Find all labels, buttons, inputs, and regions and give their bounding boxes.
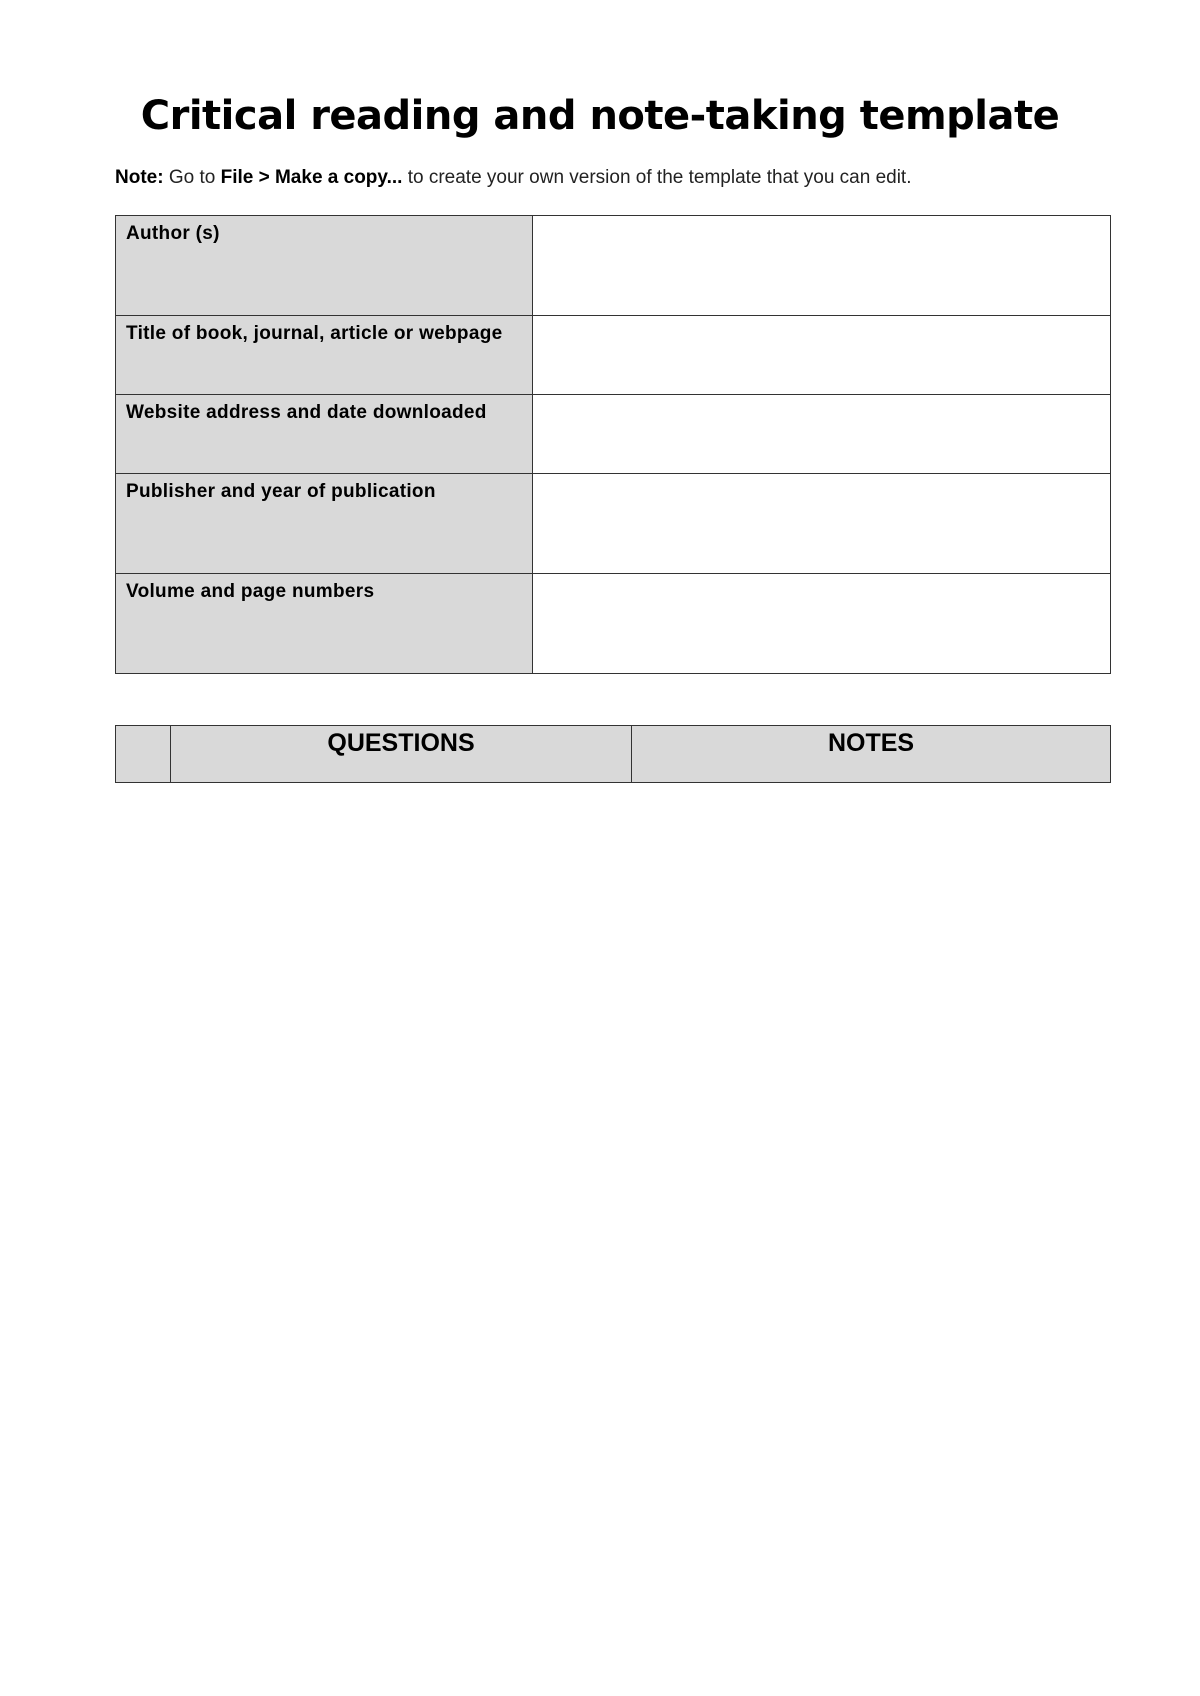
volume-label: Volume and page numbers xyxy=(116,574,533,674)
note-file: File xyxy=(220,167,254,188)
questions-notes-table xyxy=(115,725,1111,783)
volume-field[interactable] xyxy=(533,574,1111,674)
note-text-1: Go to xyxy=(163,167,221,188)
website-field[interactable] xyxy=(533,395,1111,474)
publisher-field[interactable] xyxy=(533,474,1111,574)
note-separator: > xyxy=(253,167,275,188)
questions-header-row xyxy=(116,726,1111,783)
website-row xyxy=(116,395,1111,474)
title-row xyxy=(116,316,1111,395)
questions-header: QUESTIONS xyxy=(171,726,632,783)
author-field[interactable] xyxy=(533,216,1111,316)
notes-header: NOTES xyxy=(632,726,1111,783)
note-text-2: to create your own version of the template that you can edit. xyxy=(402,167,912,188)
source-info-table xyxy=(115,215,1111,674)
note-make-copy: Make a copy... xyxy=(274,167,403,188)
title-label: Title of book, journal, article or webpage xyxy=(116,316,533,395)
publisher-label: Publisher and year of publication xyxy=(116,474,533,574)
note-label: Note: xyxy=(115,167,164,188)
index-header xyxy=(116,726,171,783)
note-instruction xyxy=(115,166,912,190)
website-label: Website address and date downloaded xyxy=(116,395,533,474)
volume-row xyxy=(116,574,1111,674)
author-row xyxy=(116,216,1111,316)
publisher-row xyxy=(116,474,1111,574)
title-field[interactable] xyxy=(533,316,1111,395)
author-label: Author (s) xyxy=(116,216,533,316)
page-title: Critical reading and note-taking template xyxy=(140,93,1060,139)
